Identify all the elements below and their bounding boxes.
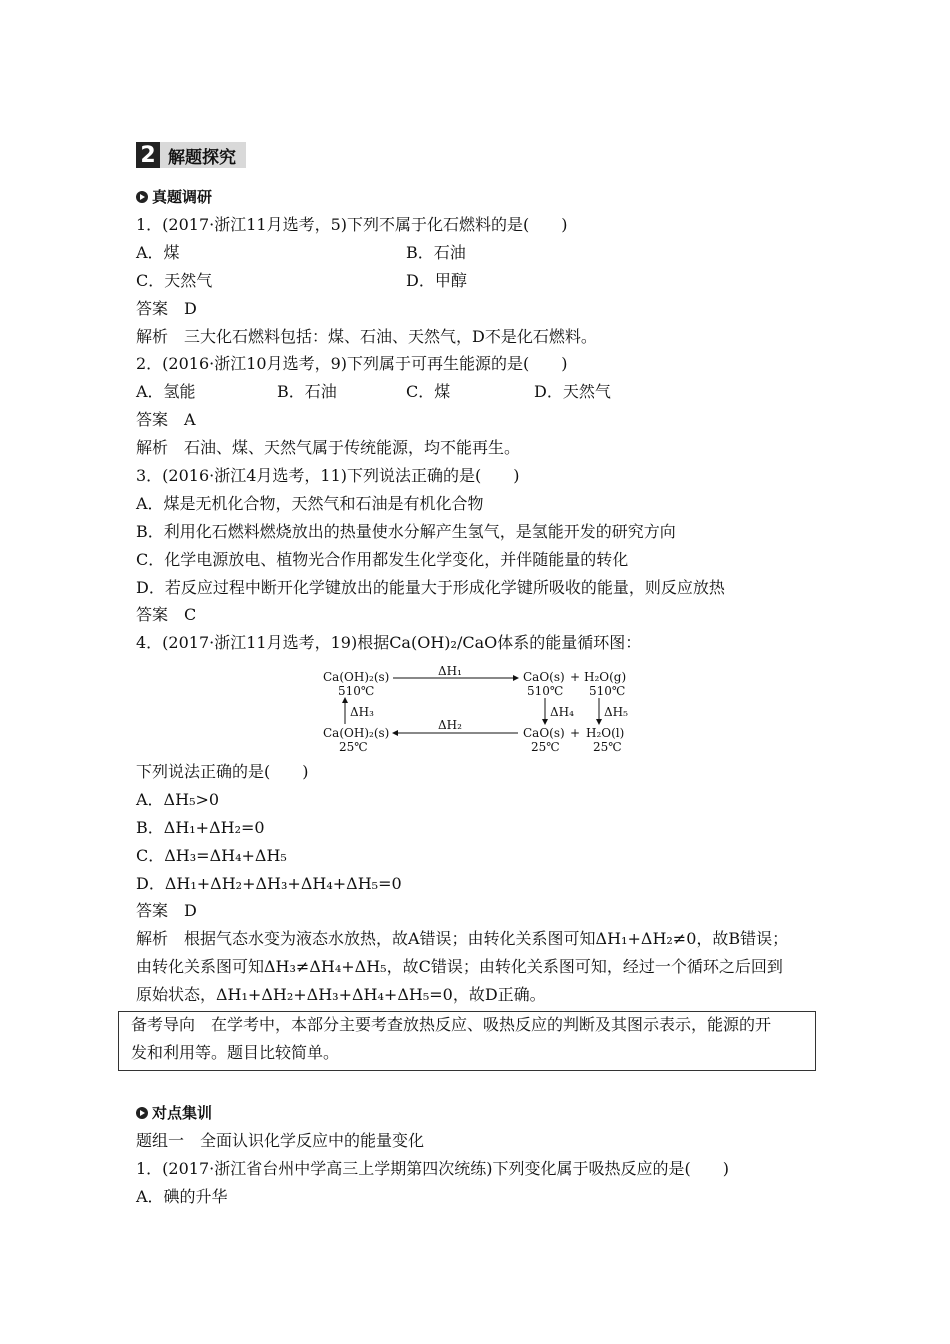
q4-answer: 答案 D (136, 901, 197, 920)
subheading-label: 对点集训 (152, 1104, 213, 1122)
p1-option-a: A．碘的升华 (136, 1187, 228, 1206)
q4-option-a: A．ΔH₅>0 (136, 790, 220, 809)
play-circle-icon (136, 1107, 148, 1119)
diagram-tl-temp: 510℃ (338, 684, 375, 698)
q1-option-c: C．天然气 (136, 271, 213, 290)
q4-analysis-line1: 解析 根据气态水变为液态水放热，故A错误；由转化关系图可知ΔH₁+ΔH₂≠0，故B错误； (136, 929, 789, 948)
diagram-bl-species: Ca(OH)₂(s) (323, 726, 390, 740)
exam-guidance-box (118, 1011, 816, 1071)
diagram-label-dh2: ΔH₂ (438, 718, 462, 732)
q4-stem: 4．(2017·浙江11月选考，19)根据Ca(OH)₂/CaO体系的能量循环图： (136, 633, 642, 652)
q3-answer: 答案 C (136, 605, 197, 624)
diagram-label-dh1: ΔH₁ (438, 664, 462, 678)
q4-option-c: C．ΔH₃=ΔH₄+ΔH₅ (136, 846, 287, 865)
q1-analysis: 解析 三大化石燃料包括：煤、石油、天然气，D不是化石燃料。 (136, 327, 597, 346)
q4-option-b: B．ΔH₁+ΔH₂=0 (136, 818, 265, 837)
q2-option-c: C．煤 (406, 382, 451, 401)
diagram-tr-species: H₂O(g) (584, 670, 627, 684)
q4-analysis-line2: 由转化关系图可知ΔH₃≠ΔH₄+ΔH₅，故C错误；由转化关系图可知，经过一个循环之后回到 (136, 957, 783, 976)
diagram-bottom-plus: + (570, 726, 581, 740)
diagram-label-dh4: ΔH₄ (550, 705, 574, 719)
p1-stem: 1．(2017·浙江省台州中学高三上学期第四次统练)下列变化属于吸热反应的是( ) (136, 1159, 729, 1178)
diagram-tr-temp: 510℃ (589, 684, 626, 698)
diagram-bm-species: CaO(s) (523, 726, 565, 740)
group-title: 题组一 全面认识化学反应中的能量变化 (136, 1131, 425, 1150)
diagram-tm-species: CaO(s) (523, 670, 565, 684)
diagram-label-dh5: ΔH₅ (604, 705, 628, 719)
q2-answer: 答案 A (136, 410, 196, 429)
subheading-practice (136, 1102, 212, 1123)
section-title: 解题探究 (160, 142, 246, 168)
diagram-bm-temp: 25℃ (531, 740, 560, 754)
subheading-label: 真题调研 (152, 188, 213, 206)
q1-option-b: B．石油 (406, 243, 466, 262)
q1-answer: 答案 D (136, 299, 197, 318)
diagram-br-species: H₂O(l) (586, 726, 625, 740)
diagram-bl-temp: 25℃ (339, 740, 368, 754)
q1-option-d: D．甲醇 (406, 271, 467, 290)
q2-option-d: D．天然气 (534, 382, 611, 401)
q1-option-a: A．煤 (136, 243, 180, 262)
q3-option-b: B．利用化石燃料燃烧放出的热量使水分解产生氢气，是氢能开发的研究方向 (136, 522, 676, 541)
q4-option-d: D．ΔH₁+ΔH₂+ΔH₃+ΔH₄+ΔH₅=0 (136, 874, 402, 893)
q2-stem: 2．(2016·浙江10月选考，9)下列属于可再生能源的是( ) (136, 354, 568, 373)
diagram-top-plus: + (570, 670, 581, 684)
diagram-tm-temp: 510℃ (527, 684, 564, 698)
note-line1: 备考导向 在学考中，本部分主要考查放热反应、吸热反应的判断及其图示表示，能源的开 (131, 1015, 772, 1034)
q3-option-c: C．化学电源放电、植物光合作用都发生化学变化，并伴随能量的转化 (136, 550, 629, 569)
note-line2: 发和利用等。题目比较简单。 (131, 1043, 340, 1062)
section-number: 2 (136, 142, 160, 168)
q4-analysis-line3: 原始状态，ΔH₁+ΔH₂+ΔH₃+ΔH₄+ΔH₅=0，故D正确。 (136, 985, 546, 1004)
q1-stem: 1．(2017·浙江11月选考，5)下列不属于化石燃料的是( ) (136, 215, 568, 234)
diagram-tl-species: Ca(OH)₂(s) (323, 670, 390, 684)
q3-option-a: A．煤是无机化合物，天然气和石油是有机化合物 (136, 494, 484, 513)
q2-option-a: A．氢能 (136, 382, 196, 401)
q2-option-b: B．石油 (277, 382, 337, 401)
q4-prompt: 下列说法正确的是( ) (136, 762, 309, 781)
diagram-label-dh3: ΔH₃ (350, 705, 374, 719)
q2-analysis: 解析 石油、煤、天然气属于传统能源，均不能再生。 (136, 438, 521, 457)
q3-option-d: D．若反应过程中断开化学键放出的能量大于形成化学键所吸收的能量，则反应放热 (136, 578, 725, 597)
diagram-br-temp: 25℃ (593, 740, 622, 754)
q3-stem: 3．(2016·浙江4月选考，11)下列说法正确的是( ) (136, 466, 520, 485)
